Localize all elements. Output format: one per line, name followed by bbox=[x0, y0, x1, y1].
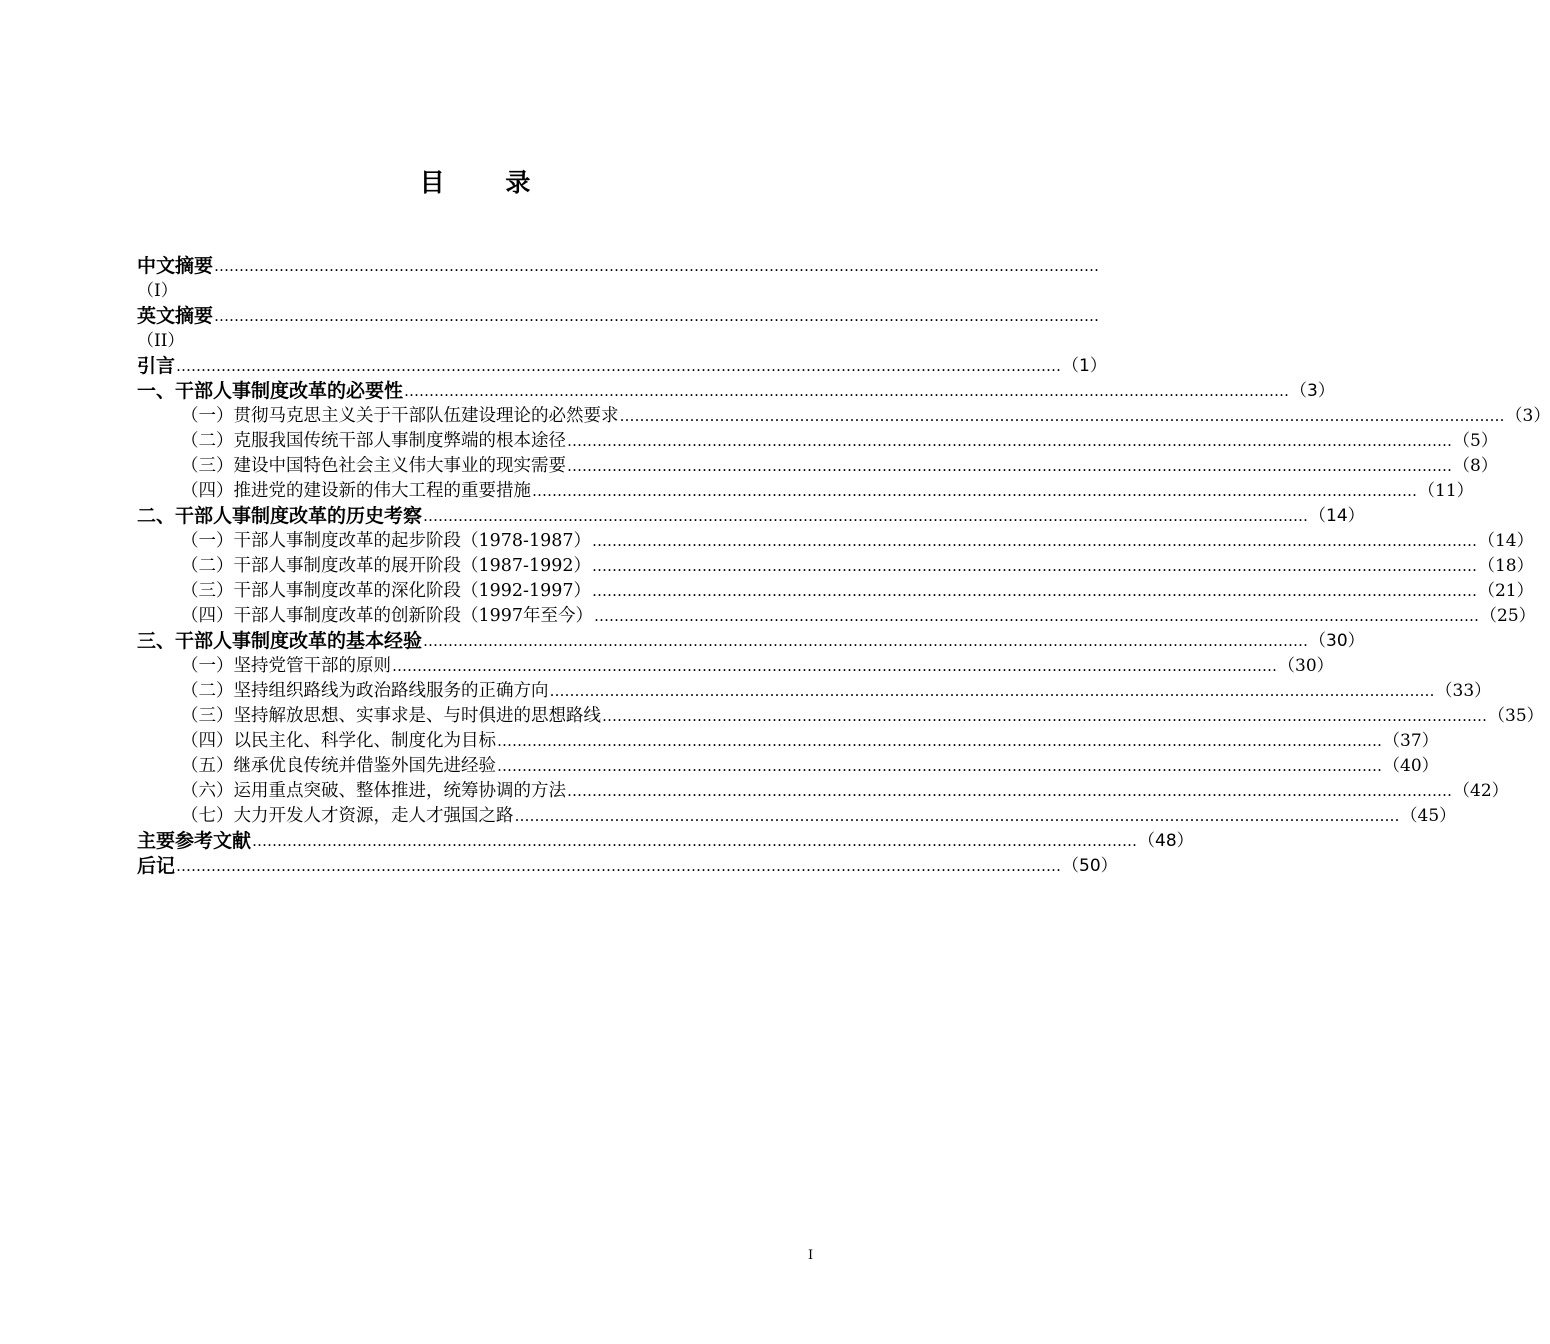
toc-entry-page: （25） bbox=[1480, 606, 1536, 626]
toc-entry-text: （四）干部人事制度改革的创新阶段（1997年至今） bbox=[181, 606, 594, 626]
toc-leader-dots: …………………………………………………………………………………………………………………………………………………………… bbox=[252, 832, 1138, 850]
toc-entry-text: （一）坚持党管干部的原则 bbox=[181, 656, 391, 676]
toc-entry-text: 二、干部人事制度改革的历史考察 bbox=[137, 505, 423, 527]
toc-entry-text: （五）继承优良传统并借鉴外国先进经验 bbox=[181, 756, 496, 776]
toc-entry-text: 后记 bbox=[137, 855, 176, 877]
toc-entry[interactable] bbox=[137, 554, 1534, 579]
toc-entry[interactable] bbox=[137, 404, 1550, 429]
toc-entry-text: （一）贯彻马克思主义关于干部队伍建设理论的必然要求 bbox=[181, 406, 619, 426]
toc-entry-text: 三、干部人事制度改革的基本经验 bbox=[137, 630, 423, 652]
toc-entry-page: （37） bbox=[1383, 731, 1439, 751]
toc-entry[interactable] bbox=[137, 304, 1100, 329]
toc-leader-dots: …………………………………………………………………………………………………………………………………………………………… bbox=[591, 532, 1477, 550]
toc-entry-page: （30） bbox=[1278, 656, 1334, 676]
toc-entry[interactable] bbox=[137, 729, 1439, 754]
toc-leader-dots: …………………………………………………………………………………………………………………………………………………………… bbox=[619, 407, 1505, 425]
toc-entry-text: 主要参考文献 bbox=[137, 830, 252, 852]
toc-leader-dots: …………………………………………………………………………………………………………………………………………………………… bbox=[567, 457, 1452, 475]
toc-leader-dots: …………………………………………………………………………………………………………………………………………………………… bbox=[176, 857, 1062, 875]
toc-entry[interactable] bbox=[137, 604, 1536, 629]
toc-entry-page: （I） bbox=[137, 281, 178, 301]
toc-entry[interactable] bbox=[137, 854, 1118, 879]
toc-entry-text: （六）运用重点突破、整体推进，统筹协调的方法 bbox=[181, 781, 566, 801]
toc-leader-dots: …………………………………………………………………………………………………………………………………………………………… bbox=[423, 507, 1309, 525]
toc-leader-dots: …………………………………………………………………………………………………………………………………………………………… bbox=[594, 607, 1480, 625]
toc-entry-text: （二）坚持组织路线为政治路线服务的正确方向 bbox=[181, 681, 549, 701]
toc-leader-dots: …………………………………………………………………………………………………………………………………………………………… bbox=[423, 632, 1309, 650]
toc-leader-dots: …………………………………………………………………………………………………………………………………………………………… bbox=[404, 382, 1290, 400]
toc-entry[interactable] bbox=[137, 504, 1365, 529]
toc-entry-text: （二）克服我国传统干部人事制度弊端的根本途径 bbox=[181, 431, 566, 451]
toc-entry-page: （48） bbox=[1138, 831, 1194, 851]
page-number: I bbox=[808, 1248, 814, 1263]
toc-leader-dots: …………………………………………………………………………………………………………………………………………………………… bbox=[602, 707, 1487, 725]
toc-entry[interactable] bbox=[137, 804, 1457, 829]
toc-leader-dots: …………………………………………………………………………………………………………………………………………………………… bbox=[591, 582, 1477, 600]
toc-entry-page: （18） bbox=[1477, 556, 1534, 576]
toc-entry-text: （一）干部人事制度改革的起步阶段（1978-1987） bbox=[181, 531, 591, 551]
toc-leader-dots: …………………………………………………………………………………………………………………………………………………………… bbox=[567, 432, 1452, 450]
toc-entry-page: （8） bbox=[1453, 456, 1498, 476]
toc-entry-page: （42） bbox=[1453, 781, 1509, 801]
toc-leader-dots: …………………………………………………………………………………………………………………………………………………………… bbox=[497, 757, 1382, 775]
toc-entry-text: （四）推进党的建设新的伟大工程的重要措施 bbox=[181, 481, 531, 501]
toc-leader-dots: …………………………………………………………………………………………………………………………………………………………… bbox=[392, 657, 1277, 675]
toc-entry-text: （三）干部人事制度改革的深化阶段（1992-1997） bbox=[181, 581, 591, 601]
toc-entry-page: （3） bbox=[1505, 406, 1550, 426]
toc-entry-page: （14） bbox=[1309, 506, 1365, 526]
toc-leader-dots: …………………………………………………………………………………………………………………………………………………………… bbox=[176, 357, 1062, 375]
toc-entry[interactable] bbox=[137, 679, 1492, 704]
toc-entry[interactable] bbox=[137, 704, 1544, 729]
toc-entry[interactable] bbox=[137, 629, 1365, 654]
toc-entry-page: （45） bbox=[1400, 806, 1457, 826]
toc-entry-page: （3） bbox=[1290, 381, 1335, 401]
toc-entry[interactable] bbox=[137, 429, 1498, 454]
toc-leader-dots: …………………………………………………………………………………………………………………………………………………………… bbox=[214, 307, 1100, 325]
toc-entry-text: 一、干部人事制度改革的必要性 bbox=[137, 380, 404, 402]
toc-entry-page: （40） bbox=[1383, 756, 1439, 776]
toc-entry-text: 中文摘要 bbox=[137, 255, 214, 277]
toc-entry[interactable] bbox=[137, 779, 1509, 804]
toc-entry-page: （50） bbox=[1062, 856, 1118, 876]
toc-entry-page: （II） bbox=[137, 331, 185, 351]
toc-entry-text: 英文摘要 bbox=[137, 305, 214, 327]
toc-leader-dots: …………………………………………………………………………………………………………………………………………………………… bbox=[591, 557, 1477, 575]
toc-entry[interactable] bbox=[137, 529, 1534, 554]
toc-entry[interactable] bbox=[137, 579, 1534, 604]
toc-entry-text: （三）坚持解放思想、实事求是、与时俱进的思想路线 bbox=[181, 706, 601, 726]
toc-entry[interactable] bbox=[137, 829, 1194, 854]
toc-leader-dots: …………………………………………………………………………………………………………………………………………………………… bbox=[214, 257, 1100, 275]
toc-title: 目 录 bbox=[419, 168, 557, 197]
toc-leader-dots: …………………………………………………………………………………………………………………………………………………………… bbox=[532, 482, 1417, 500]
toc-entry-text: 引言 bbox=[137, 355, 176, 377]
toc-entry-page: （1） bbox=[1062, 356, 1107, 376]
toc-leader-dots: …………………………………………………………………………………………………………………………………………………………… bbox=[567, 782, 1452, 800]
toc-entry-page: （33） bbox=[1435, 681, 1492, 701]
toc-entry[interactable] bbox=[137, 479, 1474, 504]
toc-entry-page: （14） bbox=[1477, 531, 1534, 551]
toc-entry-page: （21） bbox=[1477, 581, 1534, 601]
toc-entry[interactable] bbox=[137, 354, 1107, 379]
toc-entry-page: （30） bbox=[1309, 631, 1365, 651]
toc-entry[interactable] bbox=[137, 654, 1334, 679]
table-of-contents bbox=[137, 254, 1550, 879]
toc-entry-page: （35） bbox=[1488, 706, 1544, 726]
toc-entry-text: （七）大力开发人才资源，走人才强国之路 bbox=[181, 806, 514, 826]
toc-entry-text: （三）建设中国特色社会主义伟大事业的现实需要 bbox=[181, 456, 566, 476]
toc-entry-text: （二）干部人事制度改革的展开阶段（1987-1992） bbox=[181, 556, 591, 576]
toc-entry-text: （四）以民主化、科学化、制度化为目标 bbox=[181, 731, 496, 751]
toc-entry[interactable] bbox=[137, 379, 1335, 404]
toc-entry[interactable] bbox=[137, 254, 1100, 279]
toc-leader-dots: …………………………………………………………………………………………………………………………………………………………… bbox=[497, 732, 1382, 750]
toc-entry-page: （5） bbox=[1453, 431, 1498, 451]
toc-entry[interactable] bbox=[137, 754, 1439, 779]
toc-entry-page: （11） bbox=[1418, 481, 1474, 501]
toc-leader-dots: …………………………………………………………………………………………………………………………………………………………… bbox=[549, 682, 1435, 700]
toc-entry[interactable] bbox=[137, 454, 1498, 479]
toc-leader-dots: …………………………………………………………………………………………………………………………………………………………… bbox=[514, 807, 1400, 825]
